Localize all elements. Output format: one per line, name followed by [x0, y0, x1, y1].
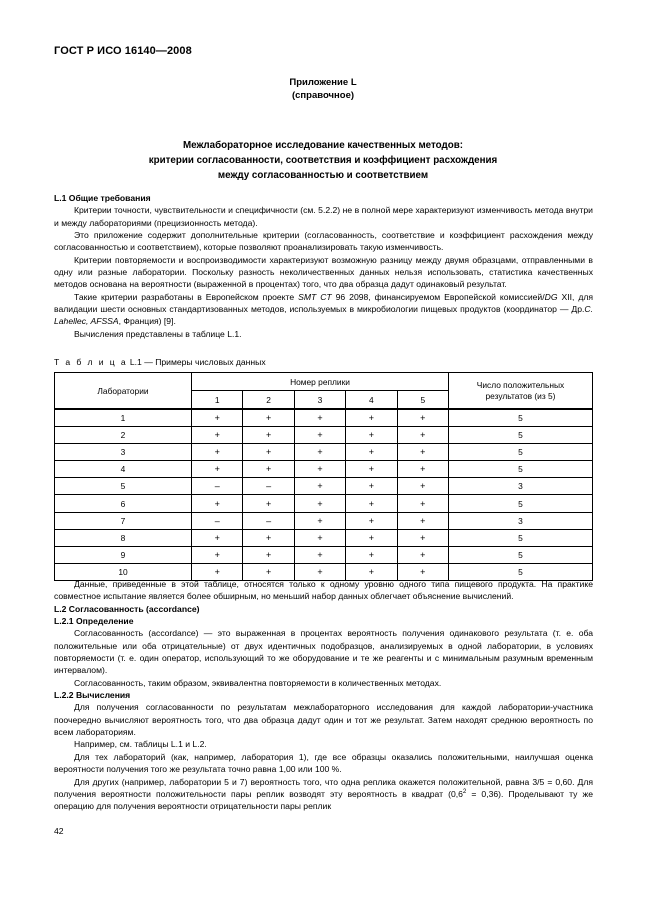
cell-count: 5 [449, 563, 593, 580]
cell-replicate: – [192, 512, 243, 529]
cell-count: 5 [449, 546, 593, 563]
smt-text-c: XII, для валидации шести основных стандартизованных методов, используемых в микробиологии пищевых продуктов (координатор — Др. [54, 291, 594, 315]
page-title-line-2: критерии согласованности, соответствия и коэффициент расхождения [148, 155, 498, 166]
cell-count: 3 [449, 478, 593, 495]
cell-lab: 9 [55, 546, 192, 563]
cell-replicate: + [243, 529, 294, 546]
section-l1-paragraph-1: Критерии точности, чувствительности и специфичности (см. 5.2.2) не в полной мере характеризуют изменчивость метода внутри и между лабораториями (прецизионность метода). [54, 205, 593, 228]
cell-count: 5 [449, 461, 593, 478]
section-l1-paragraph-4 [54, 291, 593, 328]
section-l22-paragraph-2: Например, см. таблицы L.1 и L.2. [74, 739, 207, 750]
cell-replicate: + [346, 563, 397, 580]
section-l22-paragraph-3: Для тех лабораторий (как, например, лаборатория 1), где все образцы оказались положительными, наилучшая оценка вероятности получения того же результата точно равна 1,00 или 100 %. [54, 751, 593, 775]
cell-replicate: + [346, 529, 397, 546]
smt-text-a: Такие критерии разработаны в Европейском проекте [74, 291, 299, 302]
cell-replicate: + [346, 427, 397, 444]
cell-replicate: + [346, 512, 397, 529]
cell-replicate: + [192, 461, 243, 478]
probability-text-a: Для других (например, лаборатории 5 и 7) вероятность того, что одна реплика окажется положительной, равна 3/5 = 0,60. Для получения вероятности положительности пары реплик возводят эту вероятность в квадрат (0,6 [54, 776, 593, 799]
cell-replicate: + [294, 512, 345, 529]
page-title [0, 138, 646, 183]
cell-replicate: + [346, 409, 397, 427]
cell-replicate: + [243, 495, 294, 512]
data-table-wrapper [54, 372, 593, 581]
cell-replicate: – [243, 478, 294, 495]
table-body [55, 409, 593, 580]
column-header-replicate-3: 3 [294, 391, 345, 410]
cell-lab: 10 [55, 563, 192, 580]
cell-count: 5 [449, 444, 593, 461]
cell-replicate: + [397, 409, 448, 427]
column-header-replicate-2: 2 [243, 391, 294, 410]
cell-replicate: + [397, 461, 448, 478]
table-header-row-1 [55, 373, 593, 391]
cell-replicate: + [243, 444, 294, 461]
cell-replicate: + [192, 546, 243, 563]
section-l21-heading: L.2.1 Определение [54, 616, 134, 627]
table-caption [54, 357, 266, 367]
section-l1-paragraph-5: Вычисления представлены в таблице L.1. [74, 328, 242, 339]
cell-replicate: + [243, 546, 294, 563]
cell-replicate: + [397, 495, 448, 512]
probability-text-b: = 0,36). Проделывают ту же операцию для получения вероятности отрицательности пары реплик [54, 788, 594, 812]
section-l1-paragraph-3: Критерии повторяемости и воспроизводимости характеризуют возможную разницу между двумя образцами, отправленными в одну или разные лаборатории. Поскольку разность неколичественных данных нельзя использовать, статистика качественных методов основана на вероятности (выраженной в процентах) того, что два образца дадут одинаковый результат. [54, 254, 593, 290]
page-number: 42 [54, 826, 64, 836]
cell-lab: 3 [55, 444, 192, 461]
section-l22-heading: L.2.2 Вычисления [54, 690, 131, 701]
cell-lab: 7 [55, 512, 192, 529]
column-header-replicate-4: 4 [346, 391, 397, 410]
table-row [55, 512, 593, 529]
cell-replicate: + [346, 546, 397, 563]
cell-replicate: + [192, 529, 243, 546]
cell-replicate: + [294, 529, 345, 546]
cell-replicate: + [397, 444, 448, 461]
cell-replicate: – [243, 512, 294, 529]
annex-title: Приложение L [289, 77, 357, 88]
section-l22-paragraph-4 [54, 776, 593, 813]
cell-replicate: + [294, 546, 345, 563]
section-l1-block [54, 192, 593, 340]
cell-replicate: + [397, 546, 448, 563]
page-title-line-3: между согласованностью и соответствием [217, 170, 429, 181]
column-header-replicate-1: 1 [192, 391, 243, 410]
cell-replicate: – [192, 478, 243, 495]
cell-replicate: + [294, 495, 345, 512]
table-caption-label: Т а б л и ц а [54, 357, 128, 367]
after-table-paragraph: Данные, приведенные в этой таблице, относятся только к одному уровню одного типа пищевого продукта. На практике совместное испытание является более обширным, но меньший набор данных облегчает объяснение вычислений. [54, 579, 593, 602]
table-row [55, 495, 593, 512]
cell-replicate: + [397, 478, 448, 495]
cell-replicate: + [397, 563, 448, 580]
section-l2-heading: L.2 Согласованность (accordance) [54, 603, 200, 614]
positive-count-line-1: Число положительных [476, 379, 565, 390]
cell-lab: 5 [55, 478, 192, 495]
cell-replicate: + [346, 478, 397, 495]
annex-subtitle: (справочное) [291, 90, 355, 101]
smt-text-b: 96 2098, финансируемом Европейской комиссией/ [331, 291, 545, 302]
positive-count-line-2: результатов (из 5) [485, 390, 556, 401]
cell-replicate: + [243, 461, 294, 478]
cell-replicate: + [346, 495, 397, 512]
cell-lab: 1 [55, 409, 192, 427]
cell-count: 5 [449, 495, 593, 512]
cell-lab: 2 [55, 427, 192, 444]
smt-text-d: , Франция) [9]. [118, 316, 176, 327]
cell-lab: 8 [55, 529, 192, 546]
cell-count: 5 [449, 427, 593, 444]
table-row [55, 529, 593, 546]
table-row [55, 478, 593, 495]
cell-replicate: + [243, 563, 294, 580]
section-l22-paragraph-1: Для получения согласованности по результатам межлабораторного исследования для каждой лаборатории-участника поочередно вычисляют вероятность того, что два образца дадут один и тот же результат. Затем находят среднюю вероятность по всем лабораториям. [54, 702, 593, 738]
table-row [55, 546, 593, 563]
cell-replicate: + [294, 427, 345, 444]
cell-count: 5 [449, 529, 593, 546]
cell-replicate: + [192, 427, 243, 444]
cell-replicate: + [294, 409, 345, 427]
cell-replicate: + [397, 529, 448, 546]
cell-replicate: + [346, 461, 397, 478]
table-row [55, 427, 593, 444]
cell-replicate: + [294, 444, 345, 461]
cell-replicate: + [294, 461, 345, 478]
table-row [55, 444, 593, 461]
smt-project-code: SMT CT [298, 291, 332, 302]
cell-lab: 4 [55, 461, 192, 478]
cell-count: 5 [449, 409, 593, 427]
cell-replicate: + [294, 478, 345, 495]
table-row [55, 461, 593, 478]
cell-count: 3 [449, 512, 593, 529]
table-row [55, 409, 593, 427]
cell-replicate: + [294, 563, 345, 580]
cell-replicate: + [192, 409, 243, 427]
section-l2-block [54, 578, 593, 813]
section-l21-paragraph-1: Согласованность (accordance) — это выраженная в процентах вероятность получения одинакового результата (т. е. оба положительные или оба отрицательные) от двух идентичных подобразцов, анализируемых в одной лаборатории, в условиях повторяемости (т. е. один оператор, использующий то же оборудование и те же реагенты и с минимальным разумным временным интервалом). [54, 628, 593, 676]
cell-lab: 6 [55, 495, 192, 512]
cell-replicate: + [397, 427, 448, 444]
table-head [55, 373, 593, 410]
section-l21-paragraph-2: Согласованность, таким образом, эквивалентна повторяемости в количественных методах. [74, 677, 442, 688]
cell-replicate: + [192, 495, 243, 512]
numerical-data-table [54, 372, 593, 581]
column-header-replicate-group: Номер реплики [192, 373, 449, 391]
coordinator-name: C. Lahellec, AFSSA [54, 304, 593, 327]
standard-header: ГОСТ Р ИСО 16140—2008 [54, 45, 192, 57]
page-title-line-1: Межлабораторное исследование качественных методов: [182, 140, 464, 151]
table-caption-text: L.1 — Примеры числовых данных [127, 357, 266, 367]
section-l1-heading: L.1 Общие требования [54, 193, 151, 203]
column-header-replicate-5: 5 [397, 391, 448, 410]
cell-replicate: + [192, 444, 243, 461]
cell-replicate: + [397, 512, 448, 529]
cell-replicate: + [243, 409, 294, 427]
annex-heading [0, 76, 646, 102]
exponent-two: 2 [462, 787, 467, 795]
section-l1-paragraph-2: Это приложение содержит дополнительные критерии (согласованность, соответствие и коэффициент расхождения между согласованностью и соответствием), которые позволяют проанализировать такую изменчивость. [54, 230, 593, 253]
column-header-positive-count [449, 373, 593, 410]
cell-replicate: + [243, 427, 294, 444]
column-header-laboratories: Лаборатории [55, 373, 192, 410]
dg-abbrev: DG [544, 291, 558, 302]
cell-replicate: + [346, 444, 397, 461]
cell-replicate: + [192, 563, 243, 580]
